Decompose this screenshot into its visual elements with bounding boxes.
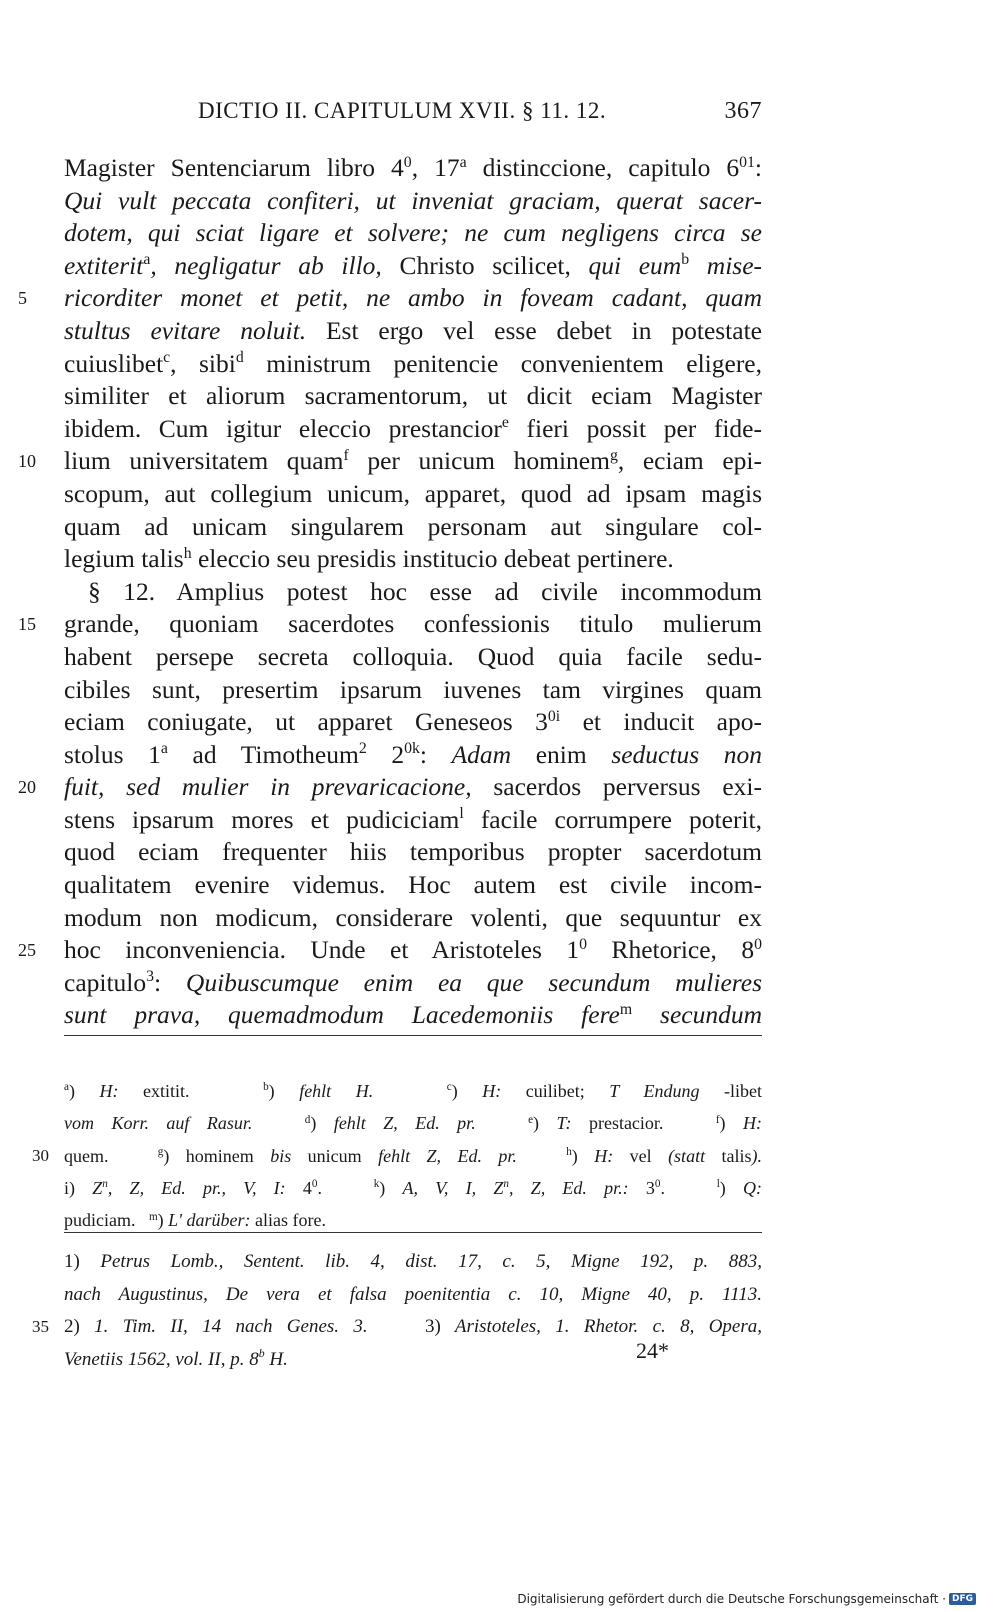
digitization-credit: [517, 1592, 976, 1606]
text-line: Qui vult peccata confiteri, ut inveniat graciam, querat sacer-: [64, 185, 762, 215]
line-number: 25: [18, 940, 36, 961]
apparatus-line: i) $Z^n$, Z, Ed. pr., V, I: $4^0$. $^k$) A, V, I, $Z^n$, Z, Ed. pr.: $3^0$. $^l$) Q:: [64, 1177, 763, 1198]
apparatus-line: pudiciam. $^m$) L' darüber: alias fore.: [64, 1210, 326, 1231]
text-line: similiter et aliorum sacramentorum, ut dicit eciam Magister: [64, 381, 762, 411]
signature-mark: 24*: [636, 1338, 669, 1363]
footnote-line: Venetiis 1562, vol. II, p. 8$^b$ H.: [64, 1347, 288, 1370]
line-number: 10: [18, 451, 36, 472]
text-line: dotem, qui sciat ligare et solvere; ne cum negligens circa se: [64, 218, 762, 248]
footnote-line: nach Augustinus, De vera et falsa poenitentia c. 10, Migne 40, p. 1113.: [64, 1283, 762, 1305]
text-line: habent persepe secreta colloquia. Quod quia facile sedu-: [64, 641, 762, 671]
line-number: 5: [18, 288, 27, 309]
text-line: ibidem. Cum igitur eleccio prestancior$^e$ fieri possit per fide-: [64, 413, 762, 443]
footnote-line: 1) Petrus Lomb., Sentent. lib. 4, dist. 17, c. 5, Migne 192, p. 883,: [64, 1251, 762, 1272]
apparatus-line: vom Korr. auf Rasur. $^d$) fehlt Z, Ed. pr. $^e$) T: prestacior. $^f$) H:: [64, 1113, 762, 1134]
critical-apparatus: [32, 1075, 763, 1236]
text-line: legium talis$^h$ eleccio seu presidis institucio debeat pertinere.: [64, 544, 674, 574]
line-number: 35: [32, 1317, 49, 1336]
page-number: 367: [724, 98, 762, 124]
text-line: 25 hoc inconveniencia. Unde et Aristoteles $1^0$ Rhetorice, $8^0$: [64, 934, 762, 967]
separator-rule: [64, 1232, 762, 1233]
text-line: modum non modicum, considerare volenti, que sequuntur ex: [64, 902, 762, 932]
text-line: cuiuslibet$^c$, sibi$^d$ ministrum penitencie convenientem eligere,: [64, 348, 762, 378]
footnote-line: 35 2) 1. Tim. II, 14 nach Genes. 3. 3) Aristoteles, 1. Rhetor. c. 8, Opera,: [64, 1311, 762, 1344]
text-line: 20 fuit, sed mulier in prevaricacione, sacerdos perversus exi-: [64, 771, 762, 804]
text-line: sunt prava, quemadmodum Lacedemoniis fere$^m$ secundum: [64, 1000, 762, 1030]
apparatus-line: $^a$) H: extitit. $^b$) fehlt H. $^c$) H: cuilibet; T Endung -libet: [64, 1081, 763, 1101]
text-line: quod eciam frequenter hiis temporibus propter sacerdotum: [64, 837, 762, 867]
dfg-logo: DFG: [949, 1593, 976, 1605]
text-line: capitulo$^3$: Quibuscumque enim ea que secundum mulieres: [64, 967, 762, 997]
apparatus-line: 30 quem. $^g$) hominem bis unicum fehlt Z, Ed. pr. $^h$) H: vel (statt talis).: [64, 1140, 762, 1172]
line-number: 15: [18, 614, 36, 635]
text-line: scopum, aut collegium unicum, apparet, quod ad ipsam magis: [64, 478, 762, 508]
text-line: 15 grande, quoniam sacerdotes confessionis titulo mulierum: [64, 608, 762, 641]
text-line: extiterit$^a$, negligatur ab illo, Christo scilicet, qui eum$^b$ mise-: [64, 250, 763, 280]
text-line: 10 lium universitatem quam$^f$ per unicum hominem$^g$, eciam epi-: [64, 445, 762, 478]
text-line: quam ad unicam singularem personam aut singulare col-: [64, 511, 762, 541]
separator-rule: [64, 1035, 762, 1036]
line-number: 20: [18, 777, 36, 798]
text-line: cibiles sunt, presertim ipsarum iuvenes tam virgines quam: [64, 674, 762, 704]
text-line: stultus evitare noluit. Est ergo vel esse debet in potestate: [64, 315, 762, 345]
line-number: 30: [32, 1145, 49, 1165]
main-text: [18, 152, 763, 1032]
credit-text: Digitalisierung gefördert durch die Deutsche Forschungsgemeinschaft ·: [517, 1592, 946, 1606]
text-line: stolus 1$^a$ ad Timotheum$^2$ $2^{0k}$: Adam enim seductus non: [64, 739, 762, 769]
text-line: eciam coniugate, ut apparet Geneseos $3^{0i}$ et inducit apo-: [64, 707, 762, 737]
text-line: 5 ricorditer monet et petit, ne ambo in foveam cadant, quam: [64, 282, 762, 315]
header-title: DICTIO II. CAPITULUM XVII. § 11. 12.: [198, 98, 607, 123]
text-line: stens ipsarum mores et pudiciciam$^l$ facile corrumpere poterit,: [64, 804, 762, 834]
text-line: Magister Sentenciarum libro $4^0$, 17$^a$ distinccione, capitulo $6^{01}$:: [64, 153, 763, 182]
text-line: § 12. Amplius potest hoc esse ad civile incommodum: [88, 576, 762, 606]
text-line: qualitatem evenire videmus. Hoc autem est civile incom-: [64, 870, 762, 900]
